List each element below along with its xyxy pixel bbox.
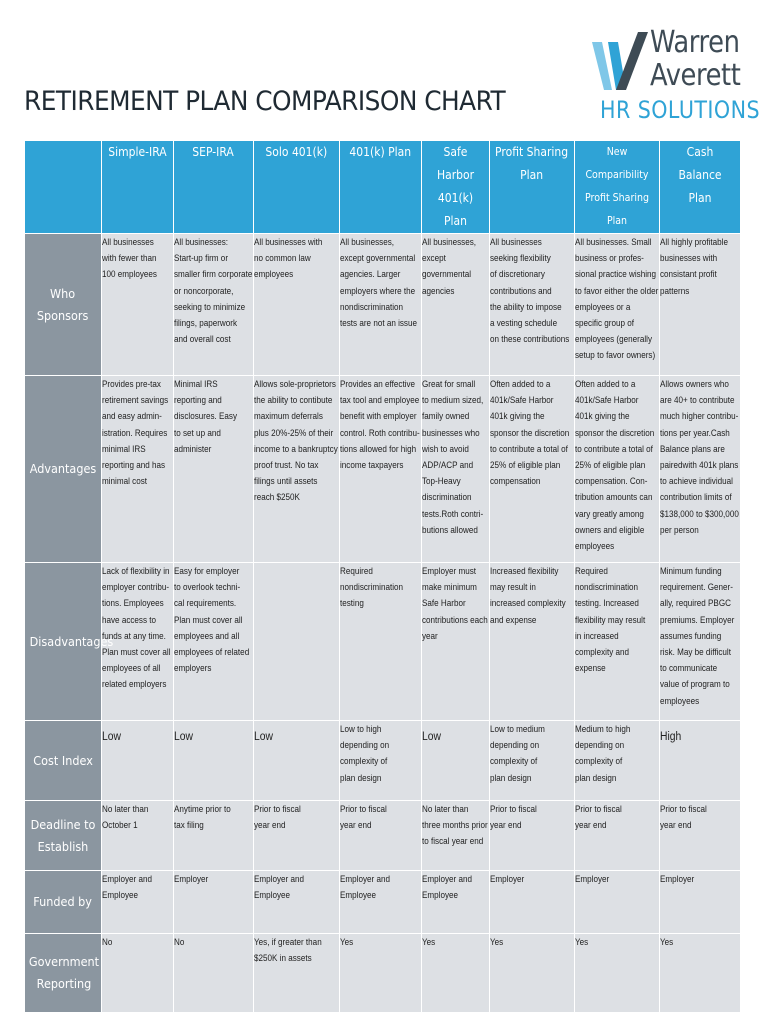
table-cell: Increased flexibility may result in increased complexity and expense bbox=[490, 563, 575, 721]
row-label-disadvantages: Disadvantages bbox=[25, 563, 102, 721]
row-label-advantages: Advantages bbox=[25, 376, 102, 563]
table-cell: Employer must make minimum Safe Harbor contributions each year bbox=[422, 563, 490, 721]
table-cell bbox=[254, 563, 340, 721]
table-cell: No bbox=[102, 934, 174, 1013]
column-header-profit-sharing: Profit Sharing Plan bbox=[490, 141, 575, 234]
table-cell: High bbox=[660, 721, 741, 801]
warren-averett-w-logo-icon bbox=[590, 30, 650, 96]
table-cell: Required nondiscrimination testing bbox=[340, 563, 422, 721]
table-cell: Allows sole-proprietors the ability to contibute maximum deferrals plus 20%-25% of their income to a bankruptcy proof trust. No tax filings until assets reach $250K bbox=[254, 376, 340, 563]
column-header-sep-ira: SEP-IRA bbox=[174, 141, 254, 234]
table-row-cost-index bbox=[25, 721, 741, 801]
table-cell: Employer bbox=[575, 871, 660, 934]
table-cell: Allows owners who are 40+ to contribute much higher contribu- tions per year.Cash Balance plans are pairedwith 401k plans to achieve individual contribution limits of $138,000 to $300,000 per person bbox=[660, 376, 741, 563]
table-cell: Employer and Employee bbox=[254, 871, 340, 934]
table-cell: All businesses with fewer than 100 employees bbox=[102, 234, 174, 376]
table-cell: Easy for employer to overlook techni- cal requirements. Plan must cover all employees and all employees of related employers bbox=[174, 563, 254, 721]
table-cell: Medium to high depending on complexity of plan design bbox=[575, 721, 660, 801]
table-cell: Prior to fiscal year end bbox=[660, 801, 741, 871]
table-cell: Low to high depending on complexity of plan design bbox=[340, 721, 422, 801]
table-cell: Low bbox=[422, 721, 490, 801]
comparison-table bbox=[24, 140, 741, 1013]
table-cell: Great for small to medium sized, family owned businesses who wish to avoid ADP/ACP and Top-Heavy discrimination tests.Roth contri- butions allowed bbox=[422, 376, 490, 563]
column-header-safe-harbor-401k: Safe Harbor 401(k) Plan bbox=[422, 141, 490, 234]
table-row-who-sponsors bbox=[25, 234, 741, 376]
table-cell: Minimal IRS reporting and disclosures. Easy to set up and administer bbox=[174, 376, 254, 563]
table-row-disadvantages bbox=[25, 563, 741, 721]
table-cell: Yes bbox=[660, 934, 741, 1013]
table-cell: Employer and Employee bbox=[422, 871, 490, 934]
table-cell: Low bbox=[254, 721, 340, 801]
table-row-government-reporting bbox=[25, 934, 741, 1013]
table-cell: No later than three months prior to fiscal year end bbox=[422, 801, 490, 871]
table-cell: Employer and Employee bbox=[340, 871, 422, 934]
table-cell: Low to medium depending on complexity of plan design bbox=[490, 721, 575, 801]
table-cell: Low bbox=[174, 721, 254, 801]
table-cell: All businesses seeking flexibility of discretionary contributions and the ability to impose a vesting schedule on these contributions bbox=[490, 234, 575, 376]
table-cell: Often added to a 401k/Safe Harbor 401k giving the sponsor the discretion to contribute a total of 25% of eligible plan compensation. Con- tribution amounts can vary greatly among owners and eligible employees bbox=[575, 376, 660, 563]
logo-text-averett: Averett bbox=[650, 58, 741, 93]
table-cell: All businesses, except governmental agencies. Larger employers where the nondiscrimination tests are not an issue bbox=[340, 234, 422, 376]
table-cell: No bbox=[174, 934, 254, 1013]
table-cell: Yes bbox=[575, 934, 660, 1013]
logo-text-hr-solutions: HR SOLUTIONS bbox=[600, 96, 761, 124]
table-cell: Provides pre-tax retirement savings and easy admin- istration. Requires minimal IRS reporting and has minimal cost bbox=[102, 376, 174, 563]
column-header-cash-balance: Cash Balance Plan bbox=[660, 141, 741, 234]
table-cell: Anytime prior to tax filing bbox=[174, 801, 254, 871]
table-cell: Yes bbox=[340, 934, 422, 1013]
table-cell: All businesses: Start-up firm or smaller firm corporate or noncorporate, seeking to minimize filings, paperwork and overall cost bbox=[174, 234, 254, 376]
column-header-solo-401k: Solo 401(k) bbox=[254, 141, 340, 234]
table-row-funded-by bbox=[25, 871, 741, 934]
table-cell: Provides an effective tax tool and employee benefit with employer control. Roth contribu- tions allowed for high income taxpayers bbox=[340, 376, 422, 563]
column-header-simple-ira: Simple-IRA bbox=[102, 141, 174, 234]
table-cell: Prior to fiscal year end bbox=[490, 801, 575, 871]
table-cell: All businesses. Small business or profes- sional practice wishing to favor either the older employees or a specific group of employees (generally setup to favor owners) bbox=[575, 234, 660, 376]
row-label-deadline-to-establish: Deadline to Establish bbox=[25, 801, 102, 871]
table-cell: Minimum funding requirement. Gener- ally, required PBGC premiums. Employer assumes funding risk. May be difficult to communicate value of program to employees bbox=[660, 563, 741, 721]
table-cell: No later than October 1 bbox=[102, 801, 174, 871]
table-cell: Prior to fiscal year end bbox=[340, 801, 422, 871]
table-cell: Employer bbox=[490, 871, 575, 934]
table-cell: Prior to fiscal year end bbox=[575, 801, 660, 871]
table-cell: Yes, if greater than $250K in assets bbox=[254, 934, 340, 1013]
table-cell: Required nondiscrimination testing. Increased flexibility may result in increased complexity and expense bbox=[575, 563, 660, 721]
logo-text-warren: Warren bbox=[650, 25, 740, 60]
row-label-cost-index: Cost Index bbox=[25, 721, 102, 801]
row-label-funded-by: Funded by bbox=[25, 871, 102, 934]
table-cell: Employer and Employee bbox=[102, 871, 174, 934]
table-cell: All highly profitable businesses with consistant profit patterns bbox=[660, 234, 741, 376]
table-cell: Often added to a 401k/Safe Harbor 401k giving the sponsor the discretion to contribute a total of 25% of eligible plan compensation bbox=[490, 376, 575, 563]
row-label-who-sponsors: Who Sponsors bbox=[25, 234, 102, 376]
company-logo bbox=[590, 25, 761, 130]
table-cell: Employer bbox=[660, 871, 741, 934]
table-row-deadline-to-establish bbox=[25, 801, 741, 871]
header-row bbox=[25, 141, 741, 234]
table-cell: All businesses with no common law employees bbox=[254, 234, 340, 376]
table-cell: Yes bbox=[422, 934, 490, 1013]
table-cell: Employer bbox=[174, 871, 254, 934]
column-header-401k-plan: 401(k) Plan bbox=[340, 141, 422, 234]
page-title: RETIREMENT PLAN COMPARISON CHART bbox=[24, 86, 506, 117]
table-cell: All businesses, except governmental agencies bbox=[422, 234, 490, 376]
table-cell: Prior to fiscal year end bbox=[254, 801, 340, 871]
table-row-advantages bbox=[25, 376, 741, 563]
row-label-government-reporting: Government Reporting bbox=[25, 934, 102, 1013]
table-cell: Lack of flexibility in employer contribu- tions. Employees have access to funds at any time. Plan must cover all employees of all related employers bbox=[102, 563, 174, 721]
table-cell: Low bbox=[102, 721, 174, 801]
header-corner bbox=[25, 141, 102, 234]
column-header-new-comparability: New Comparibility Profit Sharing Plan bbox=[575, 141, 660, 234]
table-cell: Yes bbox=[490, 934, 575, 1013]
